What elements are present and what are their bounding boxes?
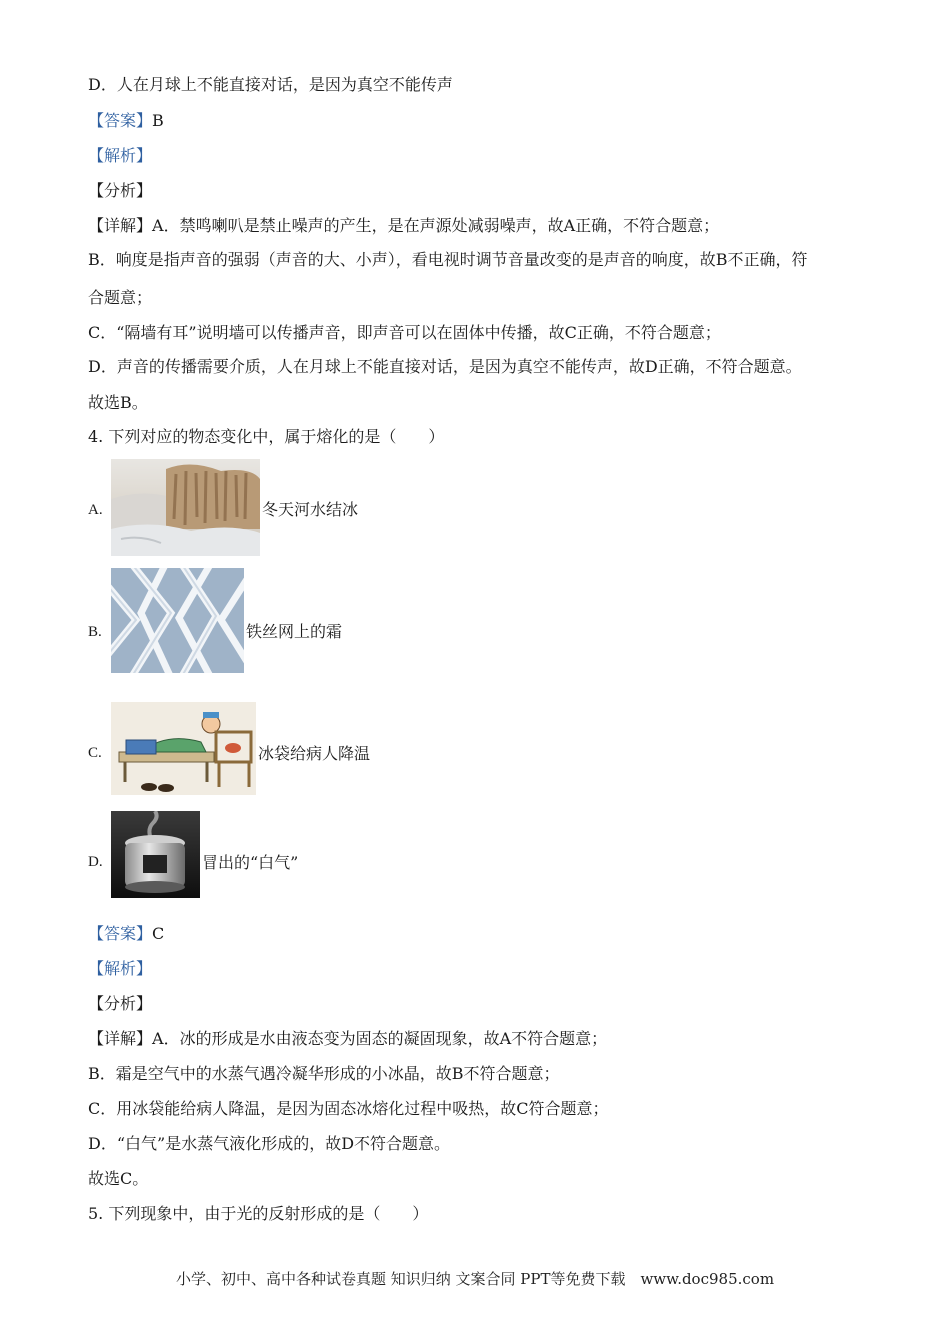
detail-b-q4: B．霜是空气中的水蒸气遇冷凝华形成的小冰晶，故B不符合题意；: [88, 1064, 560, 1083]
detail-a-text-q4: A．冰的形成是水由液态变为固态的凝固现象，故A不符合题意；: [152, 1029, 608, 1048]
detail-c-q4: C．用冰袋能给病人降温，是因为固态冰熔化过程中吸热，故C符合题意；: [88, 1099, 609, 1118]
analysis-label: 【解析】: [88, 146, 153, 165]
question-5-stem: 5. 下列现象中，由于光的反射形成的是（ ）: [88, 1204, 429, 1223]
option-b-label: B.: [88, 624, 102, 640]
pressure-cooker-image: [111, 811, 200, 898]
detail-c-q3: C．“隔墙有耳”说明墙可以传播声音，即声音可以在固体中传播，故C正确，不符合题意；: [88, 323, 721, 342]
detail-a-q3: [88, 215, 719, 237]
detail-a-q4: [88, 1028, 607, 1050]
option-d-text: 冒出的“白气”: [202, 853, 299, 872]
answer-label-q4: 【答案】: [88, 924, 153, 943]
detail-b1-q3: B．响度是指声音的强弱（声音的大、小声），看电视时调节音量改变的是声音的响度，故B不正确，符: [88, 250, 808, 269]
detail-label: 【详解】: [88, 216, 153, 235]
conclusion-q4: 故选C。: [88, 1169, 149, 1188]
option-d-label: D.: [88, 854, 103, 870]
answer-value: B: [152, 111, 164, 130]
fenxi-label-q4: 【分析】: [88, 994, 153, 1013]
question-4-stem: 4. 下列对应的物态变化中，属于熔化的是（ ）: [88, 427, 445, 446]
option-a-text: 冬天河水结冰: [262, 500, 359, 519]
answer-row-q3: [88, 110, 164, 132]
option-b-text: 铁丝网上的霜: [246, 622, 343, 641]
fenxi-label: 【分析】: [88, 181, 153, 200]
page-footer: 小学、初中、高中各种试卷真题 知识归纳 文案合同 PPT等免费下载 www.doc985.com: [175, 1270, 775, 1288]
answer-value-q4: C: [152, 924, 165, 943]
analysis-label-q4: 【解析】: [88, 959, 153, 978]
frost-wire-mesh-image: [111, 568, 244, 673]
option-c-text: 冰袋给病人降温: [258, 744, 371, 763]
detail-label-q4: 【详解】: [88, 1029, 153, 1048]
detail-b2-q3: 合题意；: [88, 288, 153, 307]
answer-label: 【答案】: [88, 111, 153, 130]
option-a-label: A.: [88, 502, 103, 518]
ice-pack-patient-image: [111, 702, 256, 795]
option-c-label: C.: [88, 745, 102, 761]
answer-row-q4: [88, 923, 164, 945]
detail-a-text: A．禁鸣喇叭是禁止噪声的产生，是在声源处减弱噪声，故A正确，不符合题意；: [152, 216, 720, 235]
detail-d-q3: D．声音的传播需要介质，人在月球上不能直接对话，是因为真空不能传声，故D正确，不符合题意。: [88, 357, 802, 376]
conclusion-q3: 故选B。: [88, 393, 148, 412]
option-d-previous: D．人在月球上不能直接对话，是因为真空不能传声: [88, 75, 453, 94]
detail-d-q4: D．“白气”是水蒸气液化形成的，故D不符合题意。: [88, 1134, 451, 1153]
frozen-river-image: [111, 459, 260, 556]
